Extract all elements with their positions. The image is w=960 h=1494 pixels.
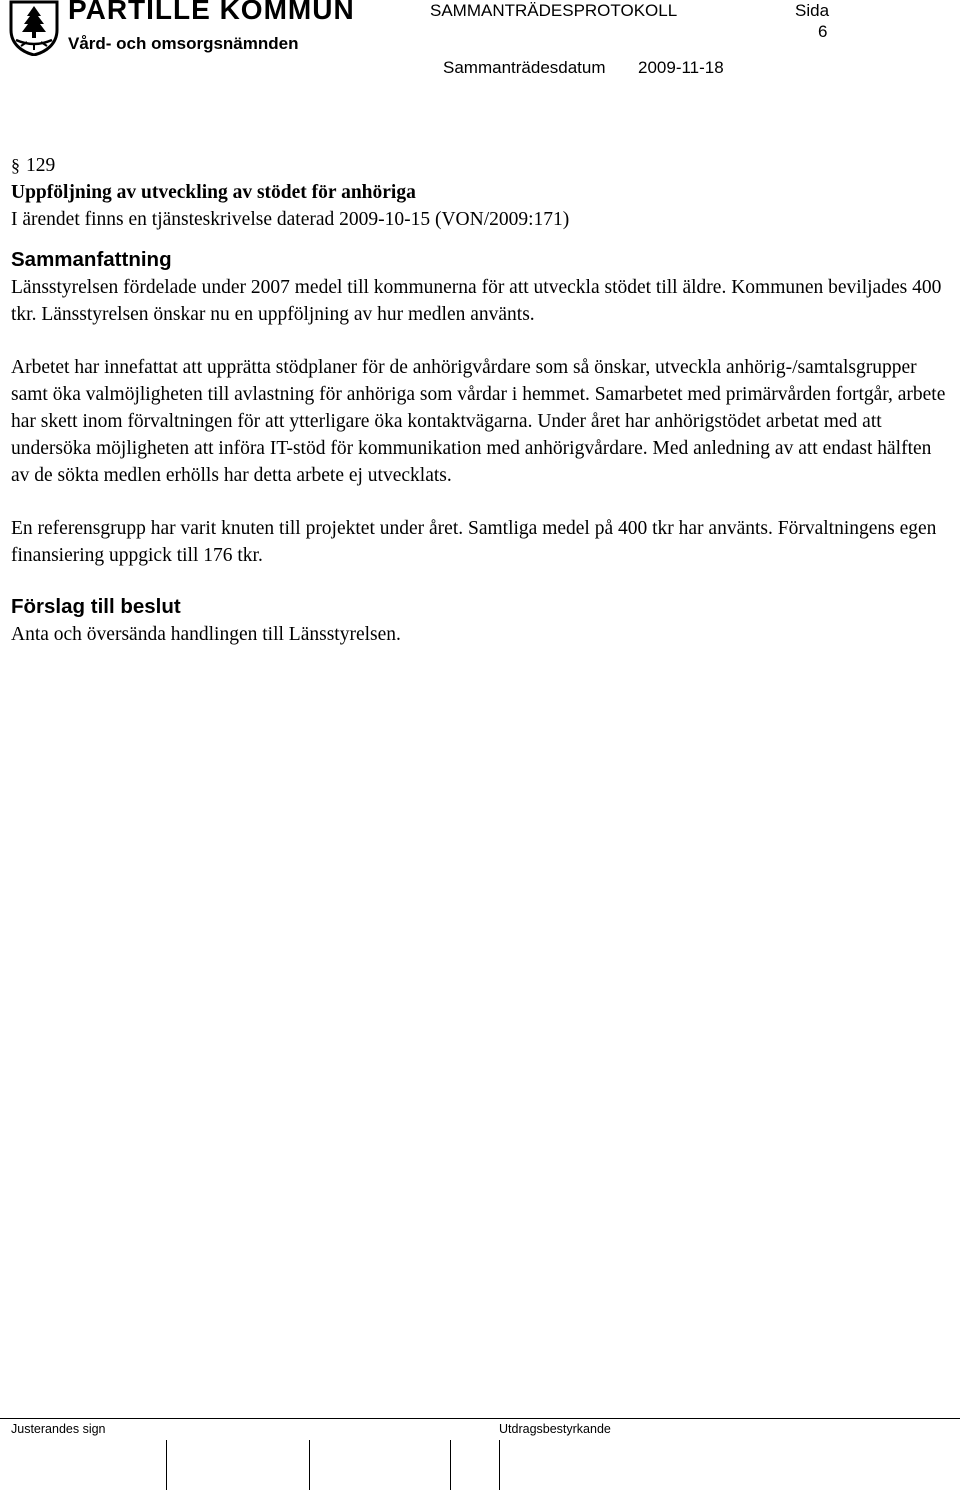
footer-divider — [0, 1418, 960, 1419]
page-label: Sida — [795, 1, 830, 20]
organization-name: PARTILLE KOMMUN — [68, 0, 355, 25]
certification-field — [499, 1440, 500, 1490]
section-title: Uppföljning av utveckling av stödet för anhöriga — [11, 182, 416, 203]
section-symbol: § — [11, 155, 20, 175]
municipal-coat-of-arms-icon — [8, 0, 60, 56]
signature-field-1 — [166, 1440, 167, 1490]
summary-paragraph-3: En referensgrupp har varit knuten till projektet under året. Samtliga medel på 400 tkr har använts. Förvaltningens egen finansiering uppgick till 176 tkr. — [11, 518, 937, 566]
section-number — [11, 152, 951, 179]
page-number: 6 — [818, 22, 828, 41]
proposal-heading: Förslag till beslut — [11, 595, 181, 618]
justerande-sign-label: Justerandes sign — [11, 1422, 106, 1436]
section-reference: I ärendet finns en tjänsteskrivelse daterad 2009-10-15 (VON/2009:171) — [11, 209, 570, 230]
document-type: SAMMANTRÄDESPROTOKOLL — [430, 1, 678, 20]
summary-heading: Sammanfattning — [11, 248, 172, 271]
meeting-date-label: Sammanträdesdatum — [443, 58, 606, 77]
committee-name: Vård- och omsorgsnämnden — [68, 34, 299, 53]
proposal-text: Anta och översända handlingen till Länsstyrelsen. — [11, 624, 401, 645]
summary-paragraph-1: Länsstyrelsen fördelade under 2007 medel till kommunerna för att utveckla stödet till äldre. Kommunen beviljades 400 tkr. Länsstyrelsen önskar nu en uppföljning av hur medlen använts. — [11, 277, 942, 325]
summary-paragraph-2: Arbetet har innefattat att upprätta stödplaner för de anhörigvårdare som så önskar, utveckla anhörig-/samtalsgrupper samt öka valmöjligheten till avlastning för anhöriga som vårdar i hemmet. Samarbetet med primärvården fortgår, arbete har skett inom förvaltningen för att ytterligare öka kontaktvägarna. Under året har anhörigstödet arbetat med att undersöka möjligheten att införa IT-stöd för kommunikation med anhörigvårdare. Med anledning av att endast hälften av de sökta medlen erhölls har detta arbete ej utvecklats. — [11, 357, 946, 486]
document-body — [11, 152, 951, 648]
section-number-value: 129 — [26, 155, 56, 176]
utdragsbestyrkande-label: Utdragsbestyrkande — [499, 1422, 611, 1436]
meeting-date: 2009-11-18 — [638, 58, 724, 77]
signature-field-3 — [450, 1440, 451, 1490]
signature-field-2 — [309, 1440, 310, 1490]
